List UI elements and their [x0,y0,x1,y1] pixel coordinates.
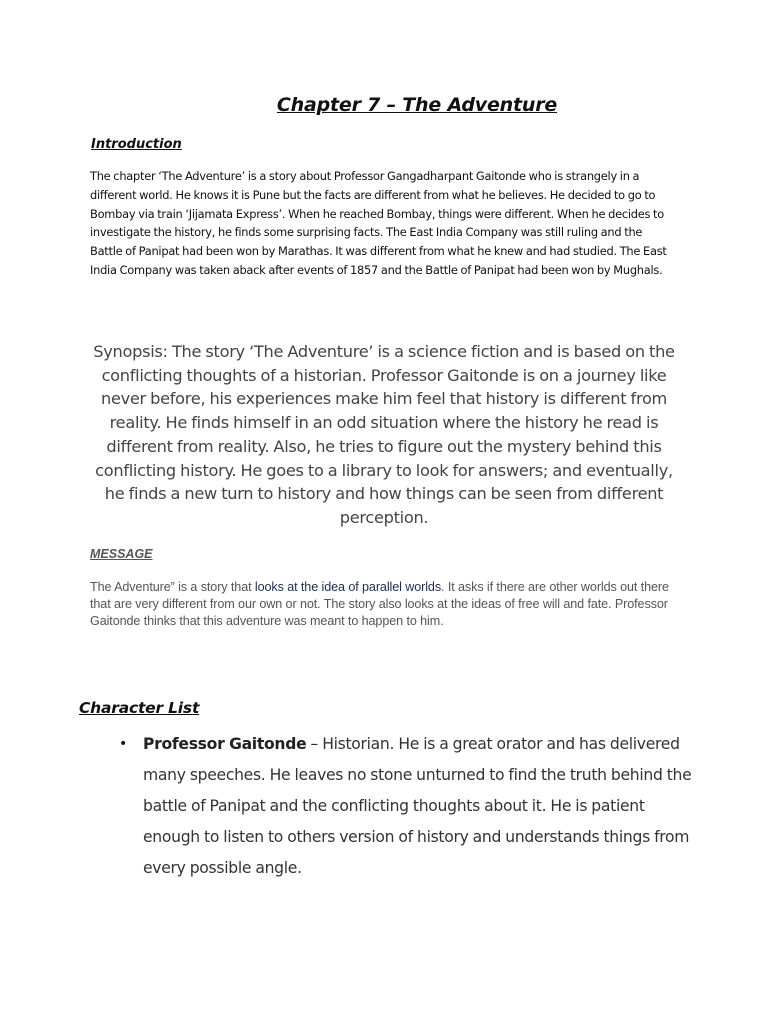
character-list-heading: Character List [79,699,200,717]
bullet-icon: • [119,736,127,752]
message-text-end: . It asks if there are other worlds out there that are very different from our own or not. The story also looks at the ideas of free will and fate. Professor Gaitonde thinks that this adventure was meant to happen to him. [90,580,669,628]
character-name: Professor Gaitonde [143,735,307,753]
message-paragraph [90,579,690,630]
character-list [117,729,697,884]
introduction-paragraph: The chapter ‘The Adventure’ is a story about Professor Gangadharpant Gaitonde who is strangely in a different world. He knows it is Pune but the facts are different from what he believes. He decided to go to Bombay via train ‘Jijamata Express’. When he reached Bombay, things were different. When he decides to investigate the history, he finds some surprising facts. The East India Company was still ruling and the Battle of Panipat had been won by Marathas. It was different from what he knew and had studied. The East India Company was taken aback after events of 1857 and the Battle of Panipat had been won by Mughals. [90,169,667,277]
character-separator: – [306,735,323,753]
message-heading: MESSAGE [90,547,153,561]
message-highlight: looks at the idea of parallel worlds [254,580,442,594]
chapter-title: Chapter 7 – The Adventure [276,94,558,116]
list-item [117,729,697,884]
synopsis-paragraph: Synopsis: The story ‘The Adventure’ is a science fiction and is based on the conflicting thoughts of a historian. Professor Gaitonde is on a journey like never before, his experiences make him feel that history is different from reality. He finds himself in an odd situation where the history he read is different from reality. Also, he tries to figure out the mystery behind this conflicting history. He goes to a library to look for answers; and eventually, he finds a new turn to history and how things can be seen from different perception. [93,342,675,527]
introduction-heading: Introduction [91,137,182,152]
character-description: Historian. He is a great orator and has delivered many speeches. He leaves no stone unturned to find the truth behind the battle of Panipat and the conflicting thoughts about it. He is patient enough to listen to others version of history and understands things from every possible angle. [143,735,692,877]
message-text-start: The Adventure” is a story that [90,580,255,594]
